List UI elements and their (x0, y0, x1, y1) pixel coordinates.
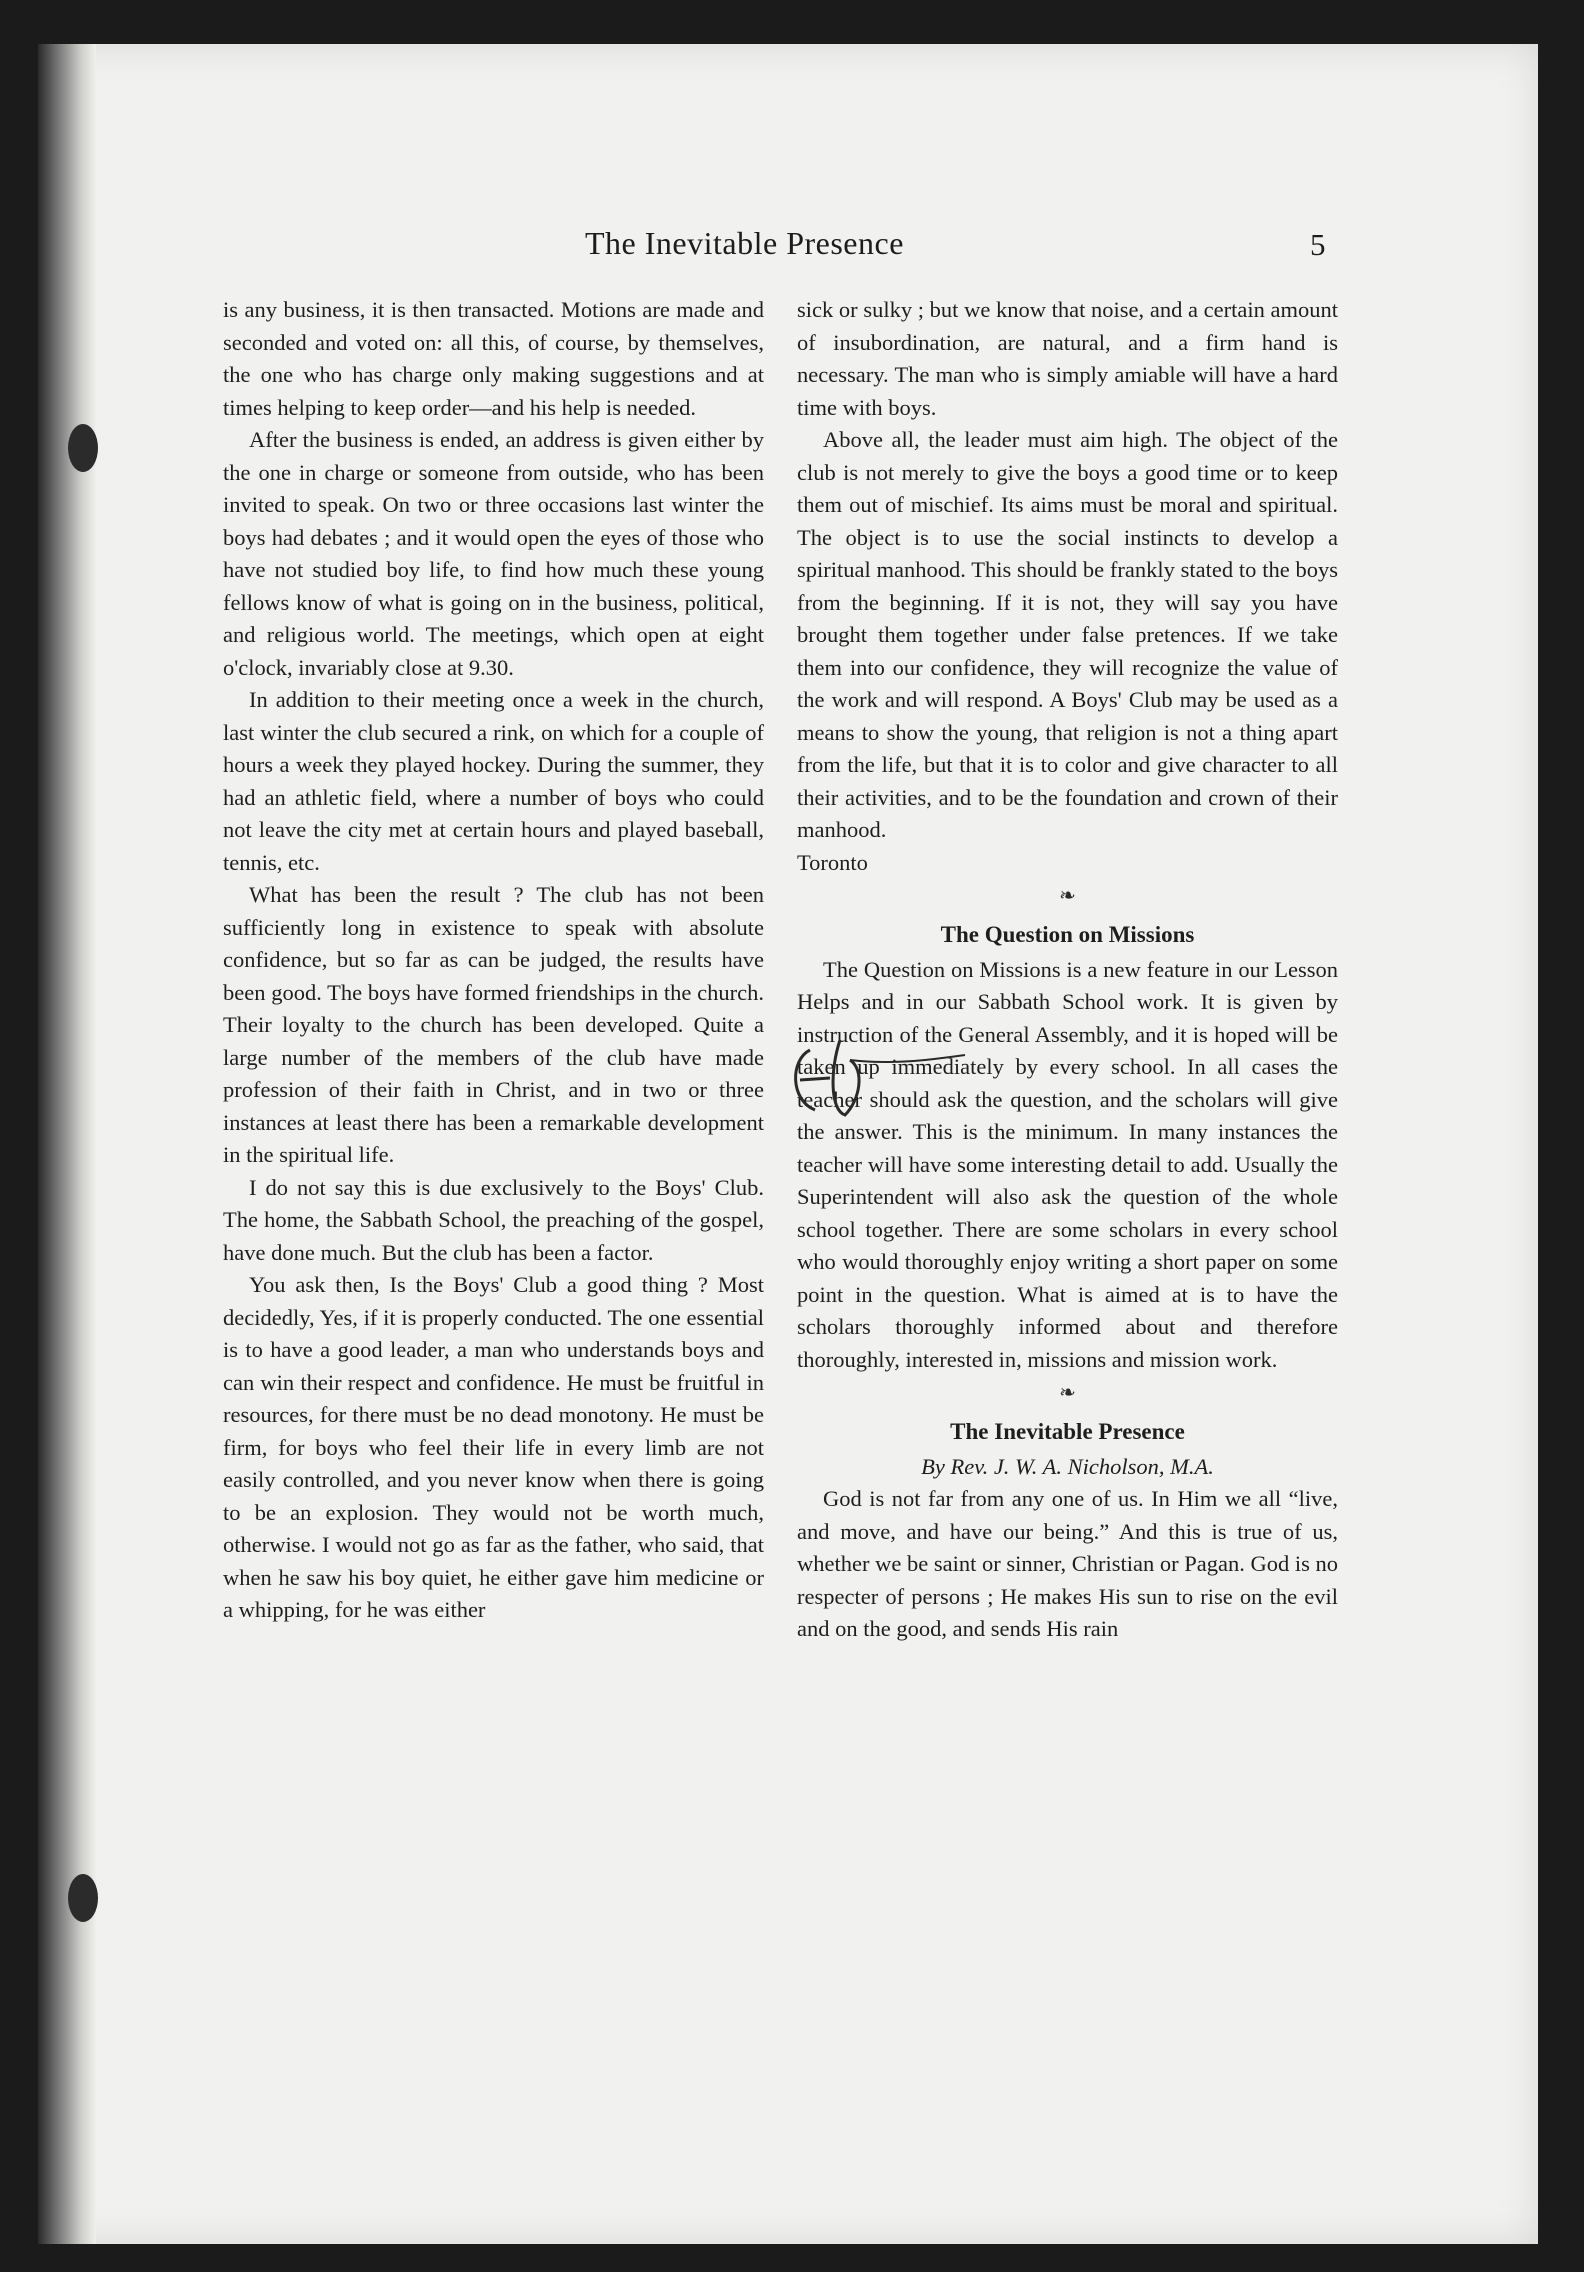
place-signoff: Toronto (797, 849, 868, 875)
paragraph: In addition to their meeting once a week in the church, last winter the club secured a rink, on which for a couple of hours a week they played hockey. During the summer, they had an athletic field, where a number of boys who could not leave the city met at certain hours and played baseball, tennis, etc. (223, 687, 764, 875)
paragraph: You ask then, Is the Boys' Club a good thing ? Most decidedly, Yes, if it is properly conducted. The one essential is to have a good leader, a man who understands boys and can win their respect and confidence. He must be fruitful in resources, for there must be no dead monotony. He must be firm, for boys who feel their life in every limb are not easily controlled, and you never know when there is going to be an explosion. They would not be worth much, otherwise. I would not go as far as the father, who said, that when he saw his boy quiet, he either gave him medicine or a whipping, for he was either (223, 1272, 764, 1622)
page-number: 5 (1310, 227, 1326, 262)
left-column (223, 294, 764, 1627)
paragraph: is any business, it is then transacted. Motions are made and seconded and voted on: all this, of course, by themselves, the one who has charge only making suggestions and at times helping to keep order—and his help is needed. (223, 297, 764, 420)
paragraph: What has been the result ? The club has not been sufficiently long in existence to speak with absolute confidence, but so far as can be judged, the results have been good. The boys have formed friendships in the church. Their loyalty to the church has been developed. Quite a large number of the members of the club have made profession of their faith in Christ, and in two or three instances at least there has been a remarkable development in the spiritual life. (223, 882, 764, 1167)
paragraph: The Question on Missions is a new feature in our Lesson Helps and in our Sabbath School work. It is given by instruction of the General Assembly, and it is hoped will be taken up immediately by every school. In all cases the teacher should ask the question, and the scholars will give the answer. This is the minimum. In many instances the teacher will have some interesting detail to add. Usually the Superintendent will also ask the question of the whole school together. There are some scholars in every school who would thoroughly enjoy writing a short paper on some point in the question. What is aimed at is to have the scholars thoroughly informed about and therefore thoroughly, interested in, missions and mission work. (797, 956, 1338, 1372)
section-heading-article: The Inevitable Presence (950, 1419, 1185, 1444)
punch-hole-upper (68, 424, 98, 472)
fleuron-ornament: ❧ (1059, 1382, 1076, 1404)
byline: By Rev. J. W. A. Nicholson, M.A. (921, 1453, 1214, 1479)
paragraph: I do not say this is due exclusively to the Boys' Club. The home, the Sabbath School, the preaching of the gospel, have done much. But the club has been a factor. (223, 1174, 764, 1265)
section-heading-missions: The Question on Missions (940, 922, 1195, 947)
paragraph: After the business is ended, an address is given either by the one in charge or someone from outside, who has been invited to speak. On two or three occasions last winter the boys had debates ; and it would open the eyes of those who have not studied boy life, to find how much these young fellows know of what is going on in the business, political, and religious world. The meetings, which open at eight o'clock, invariably close at 9.30. (223, 427, 764, 680)
paragraph: Above all, the leader must aim high. The object of the club is not merely to give the boys a good time or to keep them out of mischief. Its aims must be moral and spiritual. The object is to use the social instincts to develop a spiritual manhood. This should be frankly stated to the boys from the beginning. If it is not, they will say you have brought them together under false pretences. If we take them into our confidence, they will recognize the value of the work and will respond. A Boys' Club may be used as a means to show the young, that religion is not a thing apart from the life, but that it is to color and give character to all their activities, and to be the foundation and crown of their manhood. (797, 427, 1338, 842)
paragraph: God is not far from any one of us. In Him we all “live, and move, and have our being.” And this is true of us, whether we be saint or sinner, Christian or Pagan. God is no respecter of persons ; He makes His sun to rise on the evil and on the good, and sends His rain (797, 1486, 1338, 1641)
punch-hole-lower (68, 1874, 98, 1922)
running-head: The Inevitable Presence (585, 225, 904, 261)
right-column (797, 294, 1338, 1646)
fleuron-ornament: ❧ (1059, 885, 1076, 907)
paragraph: sick or sulky ; but we know that noise, and a certain amount of insubordination, are natural, and a firm hand is necessary. The man who is simply amiable will have a hard time with boys. (797, 297, 1338, 420)
